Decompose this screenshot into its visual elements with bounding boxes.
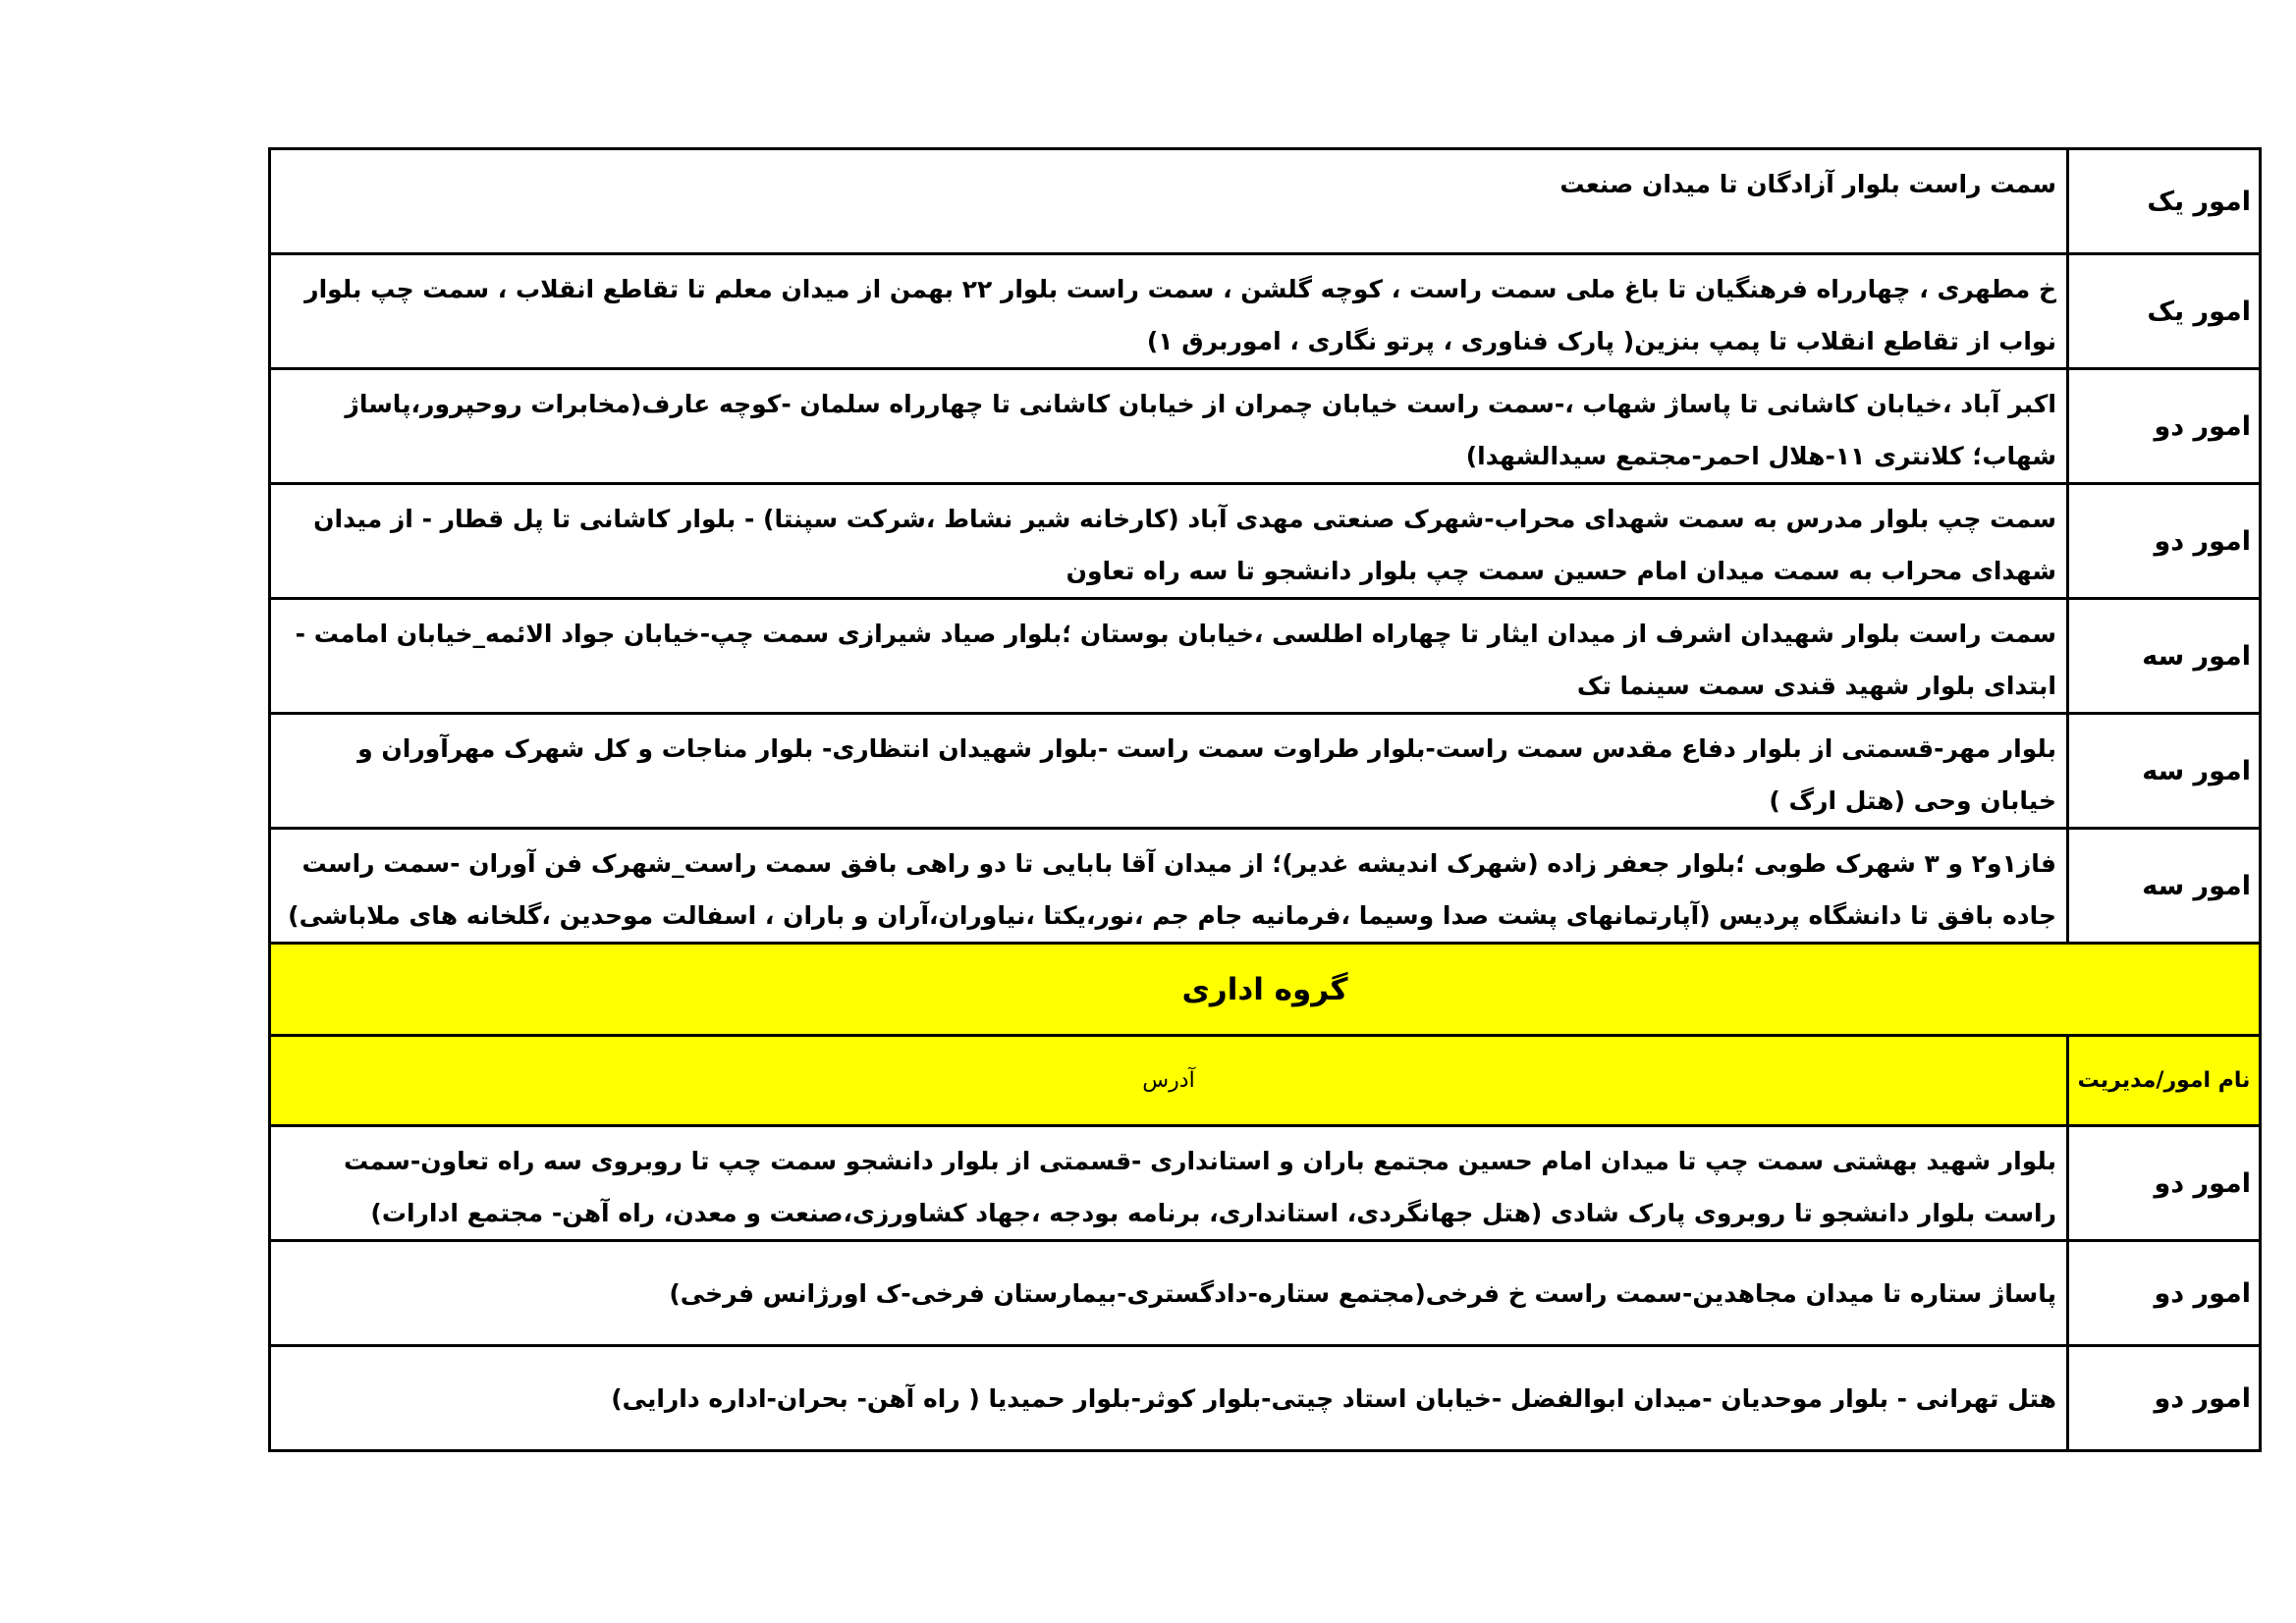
area-cell: امور دو <box>2068 484 2261 599</box>
area-cell: امور دو <box>2068 369 2261 484</box>
table-row <box>270 829 2261 944</box>
table-row <box>270 1241 2261 1346</box>
section-title: گروه اداری <box>270 944 2261 1036</box>
table-row <box>270 1346 2261 1451</box>
area-cell: امور دو <box>2068 1126 2261 1241</box>
area-cell: امور سه <box>2068 829 2261 944</box>
address-cell: خ مطهری ، چهارراه فرهنگیان تا باغ ملی سمت راست ، کوچه گلشن ، سمت راست بلوار ۲۲ بهمن از میدان معلم تا تقاطع انقلاب ، سمت چپ بلوار نواب از تقاطع انقلاب تا پمپ بنزین( پارک فناوری ، پرتو نگاری ، اموربرق ۱) <box>270 254 2068 369</box>
table-row <box>270 484 2261 599</box>
address-column-header: آدرس <box>270 1036 2068 1126</box>
area-column-header: نام امور/مدیریت <box>2068 1036 2261 1126</box>
address-cell: بلوار شهید بهشتی سمت چپ تا میدان امام حسین مجتمع باران و استانداری -قسمتی از بلوار دانشجو سمت چپ تا روبروی سه راه تعاون-سمت راست بلوار دانشجو تا روبروی پارک شادی (هتل جهانگردی، استانداری، برنامه بودجه ،جهاد کشاورزی،صنعت و معدن، راه آهن- مجتمع ادارات) <box>270 1126 2068 1241</box>
table-row <box>270 1126 2261 1241</box>
table-row <box>270 254 2261 369</box>
section-header-row <box>270 944 2261 1036</box>
address-cell: اکبر آباد ،خیابان کاشانی تا پاساژ شهاب ،-سمت راست خیابان چمران از خیابان کاشانی تا چهارراه سلمان -کوچه عارف(مخابرات روحپرور،پاساژ شهاب؛ کلانتری ۱۱-هلال احمر-مجتمع سیدالشهدا) <box>270 369 2068 484</box>
table-row <box>270 369 2261 484</box>
address-cell: بلوار مهر-قسمتی از بلوار دفاع مقدس سمت راست-بلوار طراوت سمت راست -بلوار شهیدان انتظاری- بلوار مناجات و کل شهرک مهرآوران و خیابان وحی (هتل ارگ ) <box>270 714 2068 829</box>
address-cell: هتل تهرانی - بلوار موحدیان -میدان ابوالفضل -خیابان استاد چیتی-بلوار کوثر-بلوار حمیدیا ( راه آهن- بحران-اداره دارایی) <box>270 1346 2068 1451</box>
table-row <box>270 599 2261 714</box>
area-cell: امور دو <box>2068 1241 2261 1346</box>
column-header-row <box>270 1036 2261 1126</box>
table-row <box>270 149 2261 254</box>
area-cell: امور یک <box>2068 254 2261 369</box>
area-cell: امور یک <box>2068 149 2261 254</box>
address-cell: سمت راست بلوار آزادگان تا میدان صنعت <box>270 149 2068 254</box>
address-cell: سمت چپ بلوار مدرس به سمت شهدای محراب-شهرک صنعتی مهدی آباد (کارخانه شیر نشاط ،شرکت سپنتا) - بلوار کاشانی تا پل قطار - از میدان شهدای محراب به سمت میدان امام حسین سمت چپ بلوار دانشجو تا سه راه تعاون <box>270 484 2068 599</box>
area-cell: امور سه <box>2068 599 2261 714</box>
address-table <box>268 147 2262 1452</box>
area-cell: امور دو <box>2068 1346 2261 1451</box>
address-cell: فاز۱و۲ و ۳ شهرک طوبی ؛بلوار جعفر زاده (شهرک اندیشه غدیر)؛ از میدان آقا بابایی تا دو راهی بافق سمت راست_شهرک فن آوران -سمت راست جاده بافق تا دانشگاه پردیس (آپارتمانهای پشت صدا وسیما ،فرمانیه جام جم ،نور،یکتا ،نیاوران،آران و باران ، اسفالت موحدین ،گلخانه های ملاباشی) <box>270 829 2068 944</box>
address-cell: سمت راست بلوار شهیدان اشرف از میدان ایثار تا چهاراه اطلسی ،خیابان بوستان ؛بلوار صیاد شیرازی سمت چپ-خیابان جواد الائمه_خیابان امامت - ابتدای بلوار شهید قندی سمت سینما تک <box>270 599 2068 714</box>
table-row <box>270 714 2261 829</box>
address-cell: پاساژ ستاره تا میدان مجاهدین-سمت راست خ فرخی(مجتمع ستاره-دادگستری-بیمارستان فرخی-ک اورژانس فرخی) <box>270 1241 2068 1346</box>
area-cell: امور سه <box>2068 714 2261 829</box>
